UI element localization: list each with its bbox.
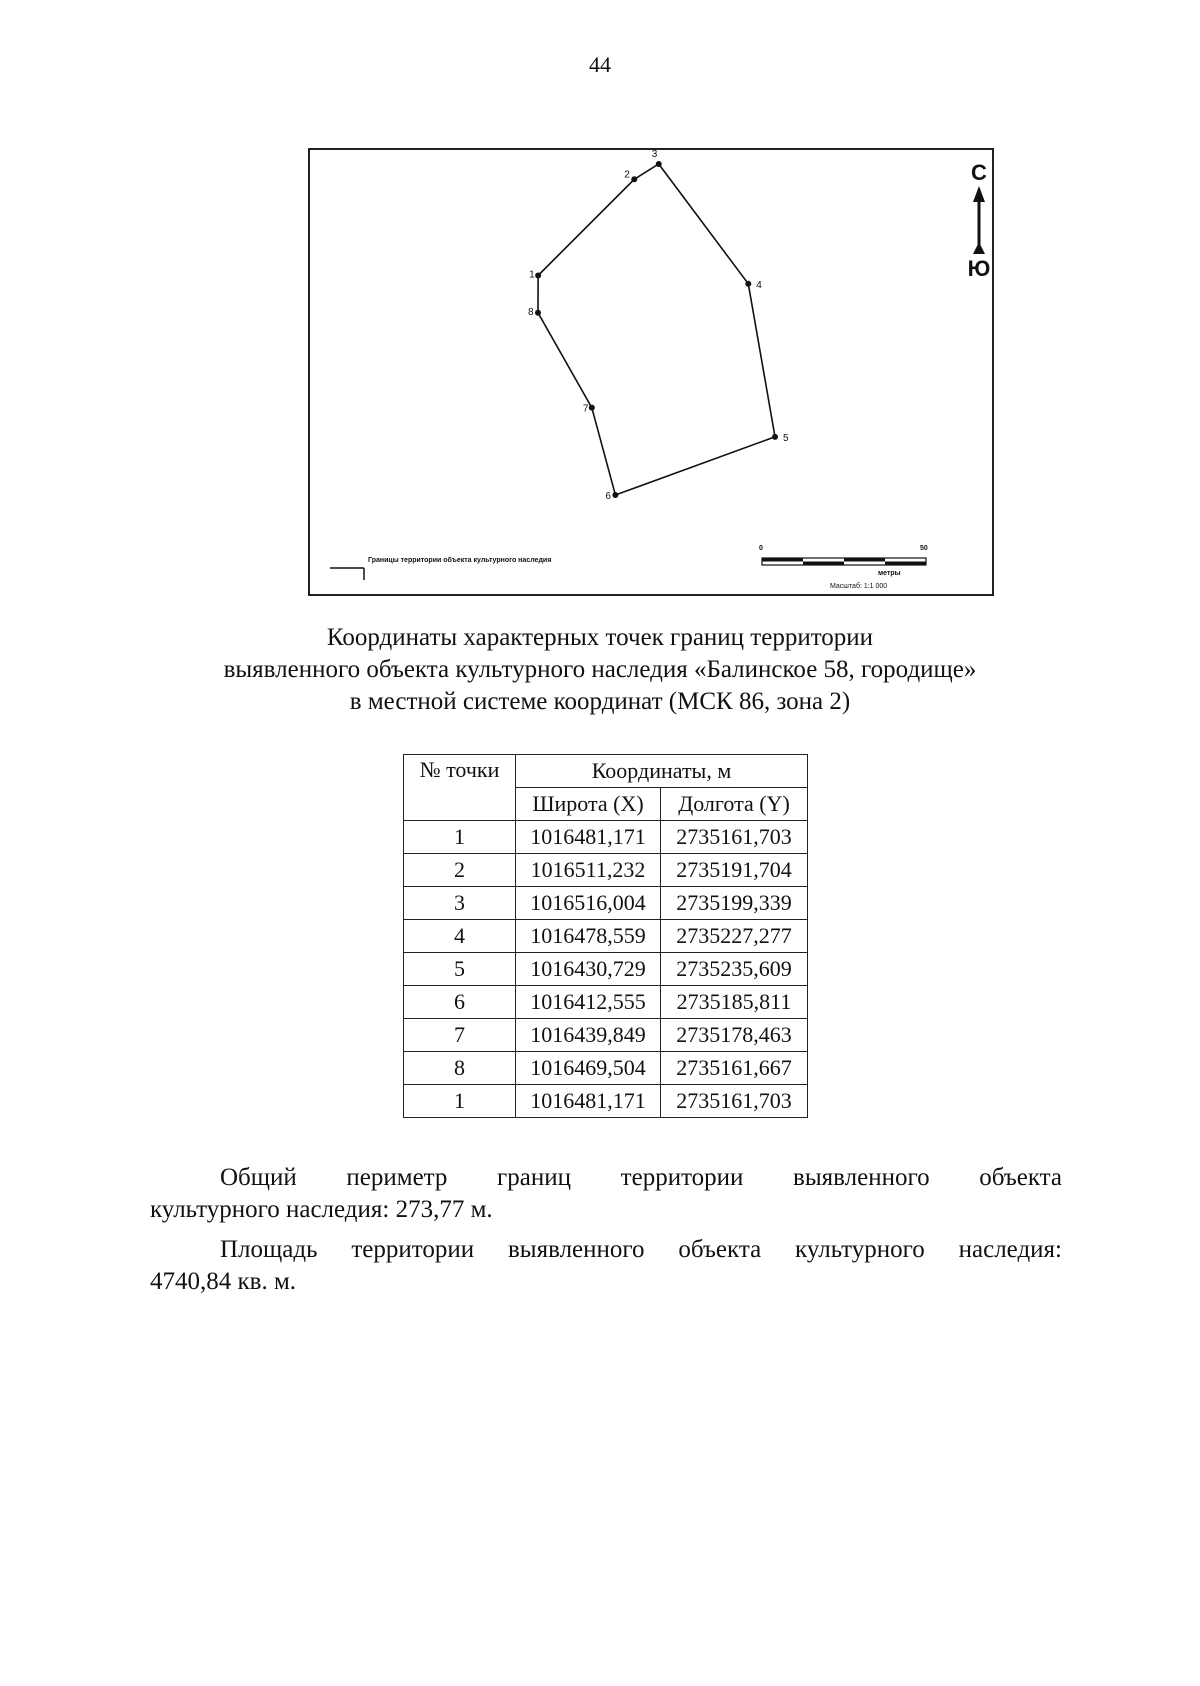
cell-latitude: 1016481,171 xyxy=(516,1085,661,1118)
area-paragraph xyxy=(150,1234,1062,1298)
header-point-number: № точки xyxy=(404,755,516,821)
boundary-point-label: 1 xyxy=(529,269,535,281)
header-coordinates: Координаты, м xyxy=(516,755,808,788)
south-label: Ю xyxy=(967,256,991,281)
scale-ratio-label: Масштаб: 1:1 000 xyxy=(830,583,888,590)
cell-point-number: 4 xyxy=(404,920,516,953)
cell-latitude: 1016478,559 xyxy=(516,920,661,953)
cell-latitude: 1016469,504 xyxy=(516,1052,661,1085)
caption-line-1: Координаты характерных точек границ территории xyxy=(326,624,874,651)
boundary-point-label: 7 xyxy=(582,403,589,415)
area-line-1: Площадь территории выявленного объекта культурного наследия: xyxy=(220,1236,1062,1263)
cell-longitude: 2735178,463 xyxy=(661,1019,808,1052)
cell-point-number: 7 xyxy=(404,1019,516,1052)
boundary-polygon-layer xyxy=(528,150,789,502)
boundary-point-label: 8 xyxy=(528,306,534,318)
caption-line-3: в местной системе координат (МСК 86, зона 2) xyxy=(349,688,851,715)
boundary-point xyxy=(745,281,751,287)
legend-label: Границы территории объекта культурного наследия xyxy=(368,557,552,564)
scale-start-label: 0 xyxy=(759,545,763,552)
cell-longitude: 2735161,703 xyxy=(661,1085,808,1118)
boundary-point-label: 4 xyxy=(756,279,762,291)
map-canvas xyxy=(310,150,992,594)
cell-point-number: 8 xyxy=(404,1052,516,1085)
cell-point-number: 2 xyxy=(404,854,516,887)
cell-longitude: 2735161,667 xyxy=(661,1052,808,1085)
scale-end-label: 50 xyxy=(920,545,928,552)
boundary-map xyxy=(308,148,994,596)
boundary-point xyxy=(656,161,662,167)
legend xyxy=(330,568,364,580)
cell-longitude: 2735235,609 xyxy=(661,953,808,986)
boundary-point xyxy=(612,492,618,498)
north-label: С xyxy=(971,160,987,185)
table-row xyxy=(404,1052,808,1085)
table-row xyxy=(404,1019,808,1052)
table-row xyxy=(404,986,808,1019)
header-latitude: Широта (X) xyxy=(516,788,661,821)
area-line-2: 4740,84 кв. м. xyxy=(150,1268,297,1295)
page-number: 44 xyxy=(589,52,611,77)
boundary-polygon xyxy=(538,164,775,495)
table-row xyxy=(404,821,808,854)
cell-latitude: 1016439,849 xyxy=(516,1019,661,1052)
cell-point-number: 5 xyxy=(404,953,516,986)
cell-latitude: 1016481,171 xyxy=(516,821,661,854)
boundary-point xyxy=(631,176,637,182)
boundary-point-label: 6 xyxy=(605,491,611,502)
table-row xyxy=(404,920,808,953)
coordinates-table-body xyxy=(404,821,808,1118)
boundary-point xyxy=(589,405,595,411)
perimeter-line-2: культурного наследия: 273,77 м. xyxy=(150,1196,493,1223)
perimeter-paragraph xyxy=(150,1162,1062,1226)
cell-longitude: 2735227,277 xyxy=(661,920,808,953)
table-row xyxy=(404,887,808,920)
cell-longitude: 2735191,704 xyxy=(661,854,808,887)
table-row xyxy=(404,953,808,986)
table-row xyxy=(404,854,808,887)
north-arrow xyxy=(968,160,991,281)
header-longitude: Долгота (Y) xyxy=(661,788,808,821)
cell-latitude: 1016430,729 xyxy=(516,953,661,986)
boundary-point xyxy=(535,272,541,278)
scale-units-label: метры xyxy=(878,570,901,577)
boundary-point xyxy=(535,310,541,316)
cell-longitude: 2735199,339 xyxy=(661,887,808,920)
perimeter-line-1: Общий периметр границ территории выявленного объекта xyxy=(220,1164,1062,1191)
coordinates-table xyxy=(403,754,808,1118)
cell-latitude: 1016511,232 xyxy=(516,854,661,887)
scale-bar xyxy=(762,558,926,565)
cell-point-number: 3 xyxy=(404,887,516,920)
boundary-point xyxy=(772,434,778,440)
boundary-point-label: 5 xyxy=(783,432,789,444)
cell-point-number: 1 xyxy=(404,821,516,854)
caption-line-2: выявленного объекта культурного наследия «Балинское 58, городище» xyxy=(223,656,977,683)
cell-latitude: 1016516,004 xyxy=(516,887,661,920)
cell-point-number: 1 xyxy=(404,1085,516,1118)
boundary-point-label: 2 xyxy=(624,169,630,181)
cell-latitude: 1016412,555 xyxy=(516,986,661,1019)
cell-longitude: 2735161,703 xyxy=(661,821,808,854)
cell-point-number: 6 xyxy=(404,986,516,1019)
table-row xyxy=(404,1085,808,1118)
boundary-point-label: 3 xyxy=(651,150,658,160)
cell-longitude: 2735185,811 xyxy=(661,986,808,1019)
table-caption xyxy=(150,622,1050,718)
